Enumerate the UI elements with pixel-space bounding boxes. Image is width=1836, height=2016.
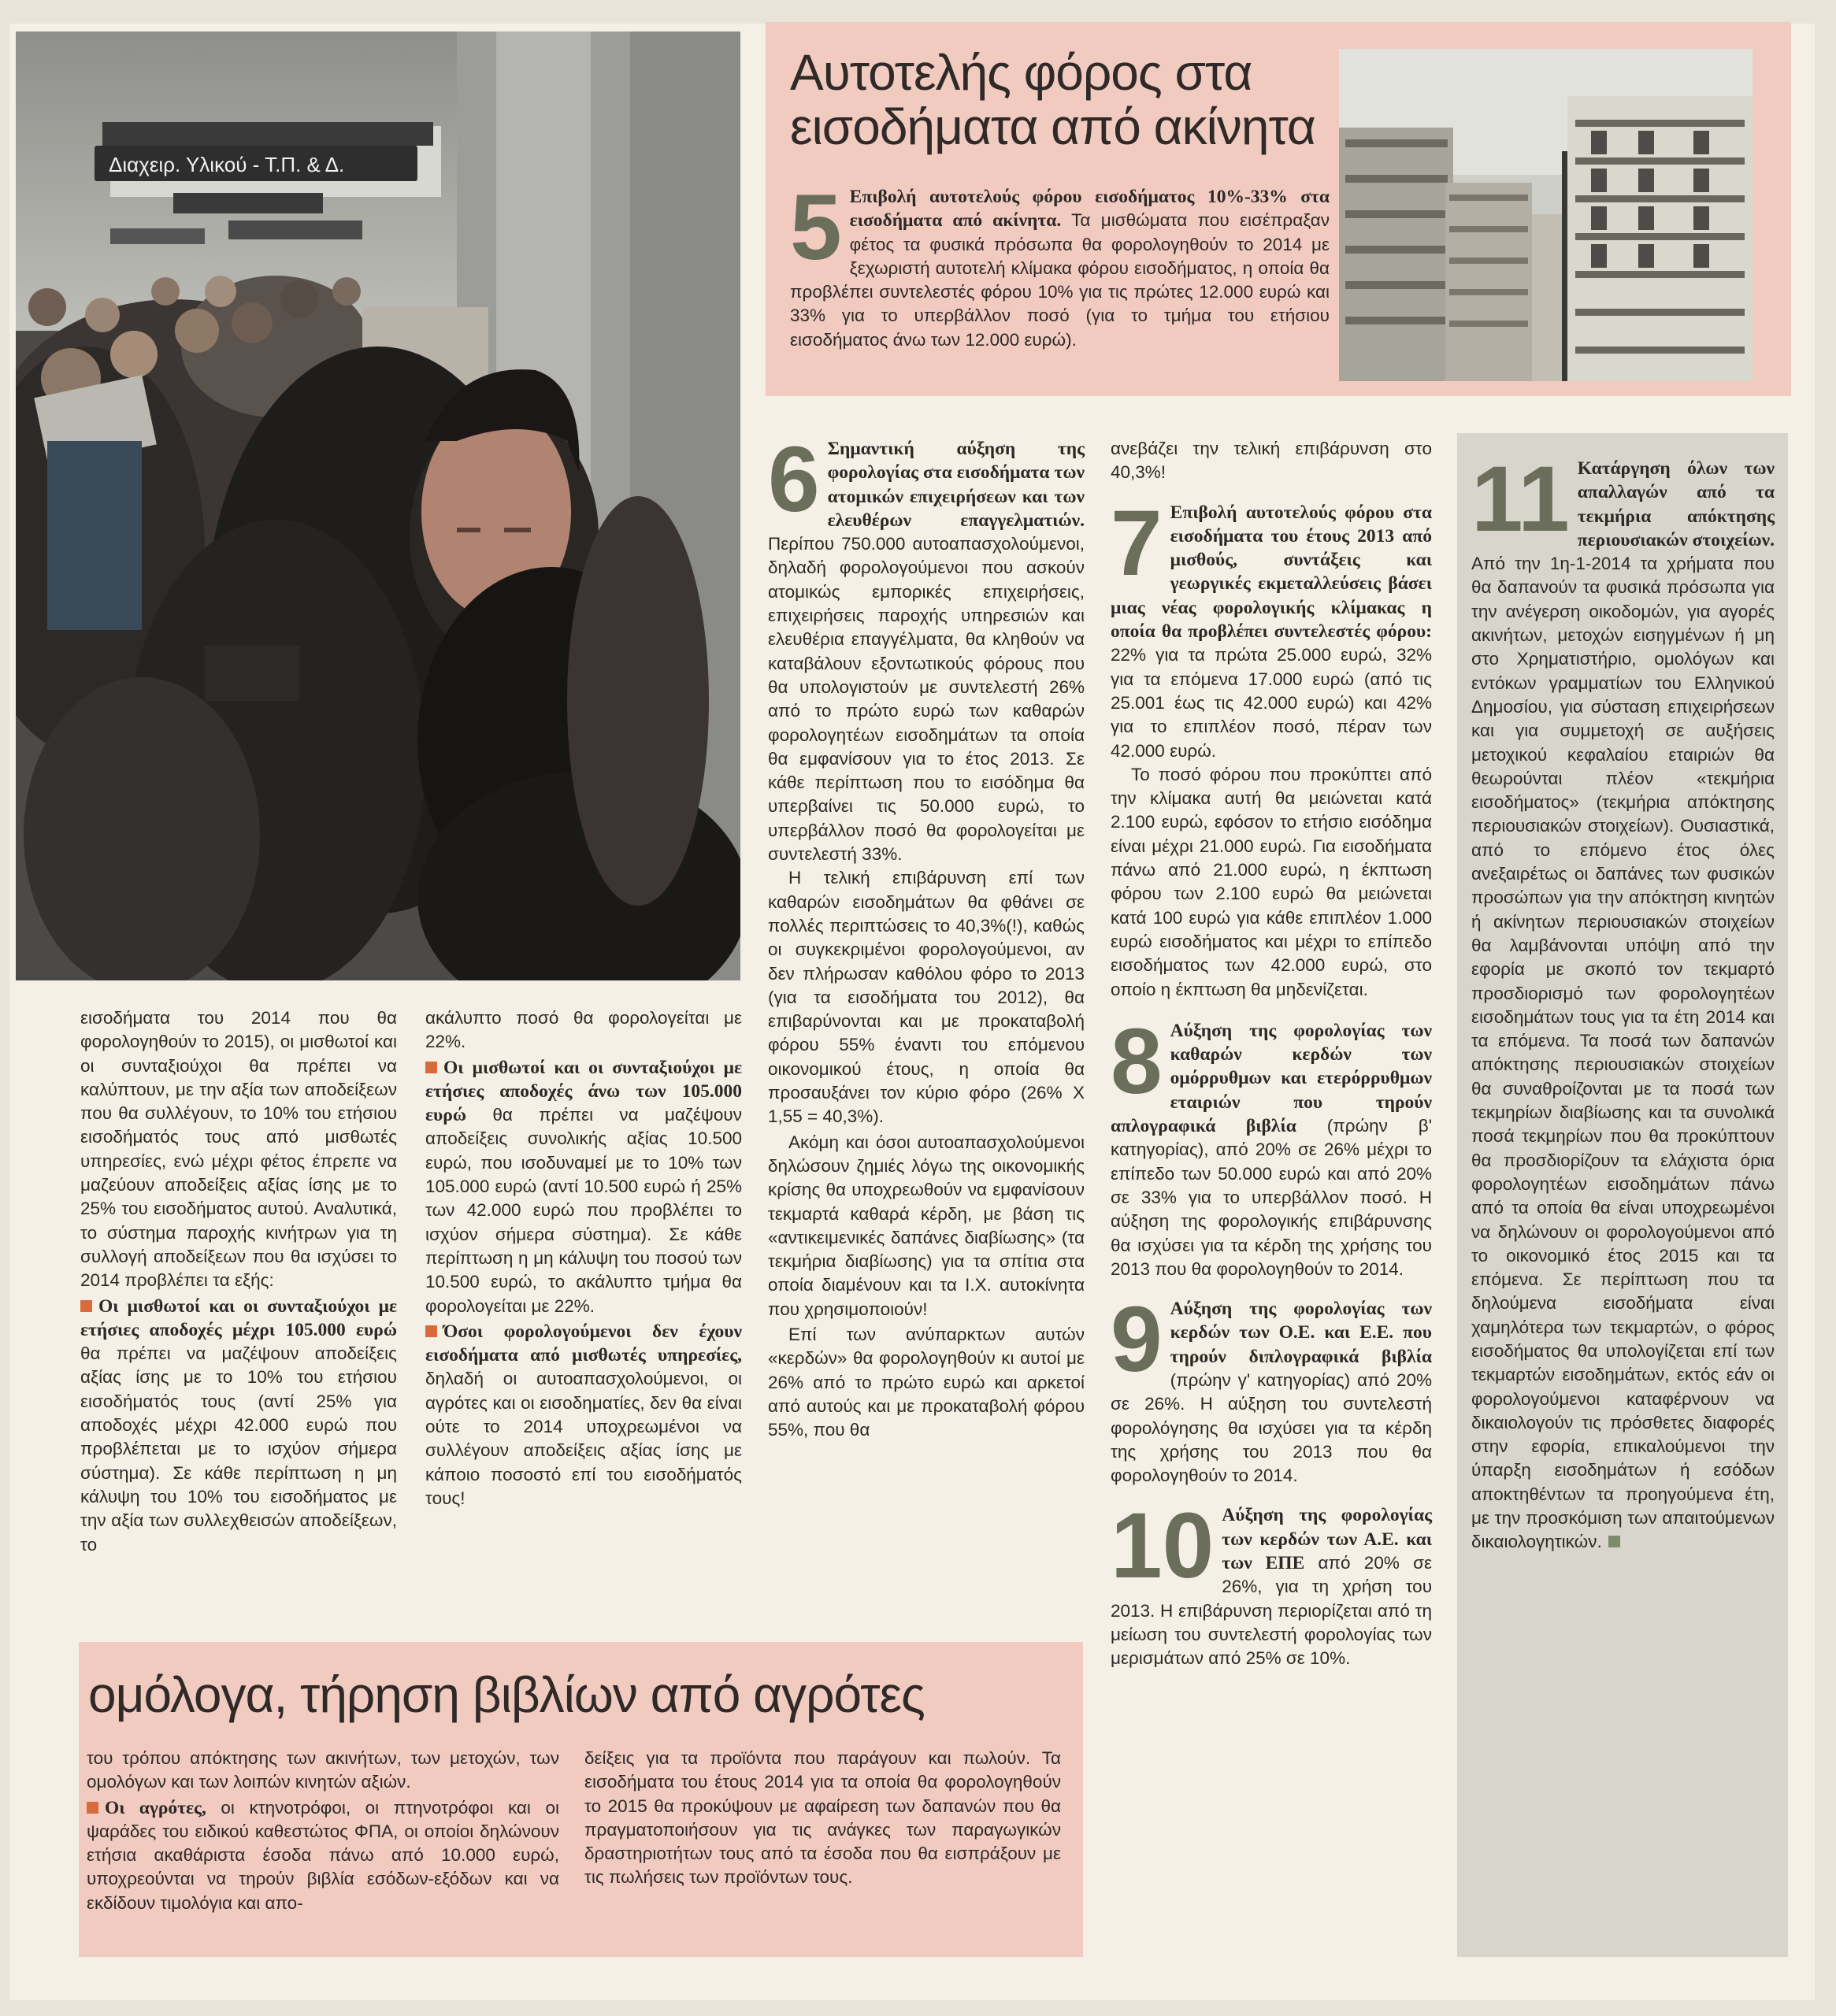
item-7-carry-over: ανεβάζει την τελική επιβάρυνση στο 40,3%! [1111, 439, 1432, 483]
item-6-number: 6 [768, 428, 820, 532]
item-11-lead: Κατάργηση όλων των απαλλαγών από τα τεκμήρια απόκτησης περιουσιακών στοιχείων. [1577, 458, 1775, 550]
item-9-body: (πρώην γ' κατηγορίας) από 20% σε 26%. Η αύξηση του συντελεστή φορολόγησης θα ισχύσει για τα κέρδη της χρήσης του 2013 που θα φορολογηθούν το 2014. [1111, 1369, 1432, 1486]
bullet-marker [425, 1062, 437, 1073]
bottom-col1-paragraph: του τρόπου απόκτησης των ακινήτων, των μετοχών, των ομολόγων και των λοιπών κινητών αξιών. [87, 1748, 559, 1792]
item-5-text [790, 176, 1330, 352]
end-mark-icon [1608, 1536, 1620, 1547]
bullet-3-lead: Όσοι φορολογούμενοι δεν έχουν εισοδήματα από μισθωτές υπηρεσίες, [425, 1321, 742, 1366]
bottom-column-2 [584, 1747, 1061, 1892]
item-11-body: Από την 1η-1-2014 τα χρήματα που θα δαπανούν τα φυσικά πρόσωπα για την ανέγερση οικοδομών, για αγορές ακινήτων, μετοχών εισηγμένων ή μη στο Χρηματιστήριο, ομολόγων και εντόκων γραμματίων του Ελληνικού Δημοσίου, για σύσταση επιχειρήσεων και για συμμετοχή σε αυξήσεις μετοχικού κεφαλαίου εταιριών θα θεωρούνται πλέον «τεκμήρια εισοδήματος» (τεκμήρια απόκτησης περιουσιακών στοιχείων). Ουσιαστικά, από το επόμενο έτος όλες ανεξαιρέτως οι δαπάνες των φυσικών προσώπων για την απόκτηση κινητών ή ακίνητων περιουσιακών στοιχείων θα λαμβάνονται υπόψη από την εφορία με σκοπό τον τεκμαρτό προσδιορισμό των φορολογητέων εισοδημάτων τους για τα έτη 2014 και τα επόμενα. Τα ποσά των δαπανών απόκτησης περιουσιακών στοιχείων θα συναθροίζονται με τα ποσά των τεκμηρίων διαβίωσης και τα συνολικά ποσά τεκμηρίων που θα προκύπτουν θα προσδιορίζουν τα ελάχιστα όρια φορολογητέων εισοδημάτων πάνω από τα οποία θα είναι υποχρεωμένοι να δηλώνουν οι φορολογούμενοι από το οικονομικό έτος 2015 και τα επόμενα. Σε περίπτωση που τα δηλούμενα εισοδήματα είναι χαμηλότερα των τεκμαρτών, ο φόρος εισοδήματος θα υπολογίζεται επί των τεκμαρτών εισοδημάτων, εκτός εάν οι φορολογούμενοι καταφέρνουν να δικαιολογούν τις πρόσθετες διαφορές στην εφορία, επικαλούμενοι την ύπαρξη εισοδημάτων ή εσόδων αποκτηθέντων τα προηγούμενα έτη, με την προσκόμιση των απαιτούμενων δικαιολογητικών. [1471, 554, 1775, 1552]
item-10-body: από 20% σε 26%, για τη χρήση του 2013. Η επιβάρυνση περιορίζεται από τη μείωση του συντελεστή φορολογίας των μερισμάτων από 25% σε 10%. [1111, 1553, 1432, 1669]
item-5-lead: Επιβολή αυτοτελούς φόρου εισοδήματος 10%-33% στα εισοδήματα από ακίνητα. [849, 187, 1330, 232]
items-7-10-column [1111, 437, 1432, 1671]
item-6-body-3: Ακόμη και όσοι αυτοαπασχολούμενοι δηλώσουν ζημιές λόγω της οικονομικής κρίσης θα υποχρεωθούν να εμφανίσουν τεκμαρτά καθαρά κέρδη, με βάση τις «αντικειμενικές δαπάνες διαβίωσης» (τα τεκμήρια διαβίωσης) για τα σπίτια στα οποία διαμένουν και τα Ι.Χ. αυτοκίνητα που χρησιμοποιούν! [768, 1132, 1085, 1319]
bullet-3-body: δηλαδή οι αυτοαπασχολούμενοι, οι αγρότες και οι εισοδηματίες, δεν θα είναι ούτε το 2014 υποχρεωμένοι να συλλέγουν αποδείξεις αξίας ίσης με κάποιο ποσοστό επί του εισοδήματός τους! [425, 1369, 742, 1508]
bullet-marker [425, 1325, 437, 1337]
item-7-lead: Επιβολή αυτοτελούς φόρου στα εισοδήματα του έτους 2013 από μισθούς, συντάξεις και γεωργικές εκμεταλλεύσεις βάσει μιας νέας φορολογικής κλίμακας η οποία θα προβλέπει συντελεστές φόρου: [1111, 502, 1432, 643]
bullet-marker [80, 1300, 92, 1312]
left-column-2 [425, 1006, 742, 1512]
bottom-headline: ομόλογα, τήρηση βιβλίων από αγρότες [88, 1666, 925, 1723]
item-8-lead: Αύξηση της φορολογίας των καθαρών κερδών των ομόρρυθμων και ετερόρρυθμων εταιριών που τηρούν απλογραφικά βιβλία [1111, 1020, 1432, 1137]
item-9-number: 9 [1111, 1288, 1163, 1392]
bottom-col2-paragraph: δείξεις για τα προϊόντα που παράγουν και πωλούν. Τα εισοδήματα του έτους 2014 για τα οποία θα φορολογηθούν το 2015 θα προκύψουν με αφαίρεση των δαπανών που θα πραγματοποιήσουν για τις ανάγκες των παραγωγικών δραστηριοτήτων τους από τα έσοδα που θα εισπράξουν με τις πωλήσεις των προϊόντων τους. [584, 1748, 1061, 1888]
item-7-number: 7 [1111, 491, 1163, 595]
item-8-body: (πρώην β' κατηγορίας), από 20% σε 26% μέχρι το επίπεδο των 50.000 ευρώ και από 20% σε 33% για το υπερβάλλον ποσό. Η αύξηση της φορολογικής επιβάρυνσης θα ισχύσει για τα κέρδη της χρήσης του 2013 που θα φορολογηθούν το 2014. [1111, 1116, 1432, 1279]
left-col2-paragraph: ακάλυπτο ποσό θα φορολογείται με 22%. [425, 1008, 742, 1052]
left-col1-paragraph: εισοδήματα του 2014 που θα φορολογηθούν το 2015), οι μισθωτοί και οι συνταξιούχοι θα πρέπει να καλύπτουν, με την αξία των αποδείξεων που θα συλλέγουν, το 10% του ετήσιου εισοδήματός τους από μισθωτές υπηρεσίες, ενώ μέχρι φέτος έπρεπε να μαζεύουν αποδείξεις αξίας ίσης με το 25% του εισοδήματος αυτού. Αναλυτικά, το σύστημα παροχής κινήτρων για τη συλλογή αποδείξεων που θα ισχύσει το 2014 προβλέπει τα εξής: [80, 1008, 397, 1291]
item-6-body-1: Περίπου 750.000 αυτοαπασχολούμενοι, δηλαδή φορολογούμενοι που ασκούν ατομικώς εμπορικές επιχειρήσεις, επιχειρήσεις παροχής υπηρεσιών και ελευθέρια επαγγέλματα, θα κληθούν να καταβάλουν εξοντωτικούς φόρους που θα υπολογιστούν με συντελεστή 26% από το πρώτο ευρώ των καθαρών φορολογητέων εισοδημάτων τα οποία θα εμφανίσουν για το έτος 2013. Σε κάθε περίπτωση που το εισόδημα θα υπερβαίνει τις 50.000 ευρώ, το υπερβάλλον ποσό θα φορολογείται με συντελεστή 33%. [768, 534, 1085, 865]
bottom-bullet-body: οι κτηνοτρόφοι, οι πτηνοτρόφοι και οι ψαράδες του ειδικού καθεστώτος ΦΠΑ, οι οποίοι δηλώνουν ετήσια ακαθάριστα έσοδα πάνω από 10.000 ευρώ, υποχρεούνται να τηρούν βιβλία εσόδων-εξόδων και να εκδίδουν τιμολόγια και απο- [87, 1797, 559, 1913]
bullet-2-body: θα πρέπει να μαζέψουν αποδείξεις συνολικής αξίας 10.500 ευρώ, που ισοδυναμεί με το 10% των 105.000 ευρώ (αντί 10.500 ευρώ ή 25% των 42.000 ευρώ που προβλέπει το ισχύον σήμερα σύστημα). Σε κάθε περίπτωση η μη κάλυψη του ποσού των 10.500 ευρώ, το ακάλυπτο τμήμα θα φορολογείται με 22%. [425, 1105, 742, 1316]
item-6-body-2: Η τελική επιβάρυνση επί των καθαρών εισοδημάτων θα φθάνει σε πολλές περιπτώσεις το 40,3%(!), καθώς οι συγκεκριμένοι φορολογούμενοι, αν δεν πλήρωσαν καθόλου φόρο το 2013 (για τα εισοδήματα του 2012), θα επιβαρύνονται και με προκαταβολή φόρου 55% έναντι του επόμενου οικονομικού έτους, η οποία θα προσαυξάνει τον κύριο φόρο (26% Χ 1,55 = 40,3%). [768, 868, 1085, 1127]
item-10-lead: Αύξηση της φορολογίας των κερδών των Α.Ε. και των ΕΠΕ [1222, 1505, 1432, 1574]
item-9-lead: Αύξηση της φορολογίας των κερδών των Ο.Ε. και Ε.Ε. που τηρούν διπλογραφικά βιβλία [1170, 1299, 1432, 1367]
item-6-column [768, 428, 1085, 1443]
item-8-number: 8 [1111, 1009, 1163, 1114]
item-6-lead: Σημαντική αύξηση της φορολογίας στα εισοδήματα των ατομικών επιχειρήσεων και των ελευθέρων επαγγελματιών. [827, 439, 1085, 531]
apartment-buildings-photo [1339, 49, 1753, 381]
item-7-body-1: 22% για τα πρώτα 25.000 ευρώ, 32% για τα επόμενα 17.000 ευρώ (από τις 25.001 έως τις 42.000 ευρώ) και 42% για το επιπλέον ποσό, πέραν των 42.000 ευρώ. [1111, 645, 1432, 761]
bullet-marker [87, 1802, 98, 1814]
item-6-body-4: Επί των ανύπαρκτων αυτών «κερδών» θα φορολογηθούν κι αυτοί με 26% από το πρώτο ευρώ και αρκετοί από αυτούς και με προκαταβολή φόρου 55%, που θα [768, 1324, 1085, 1440]
bullet-1-lead: Οι μισθωτοί και οι συνταξιούχοι με ετήσιες αποδοχές μέχρι 105.000 ευρώ [80, 1295, 397, 1340]
bullet-1-body: θα πρέπει να μαζέψουν αποδείξεις αξίας ίσης με το 10% του ετήσιου εισοδήματός τους (αντί 25% για αποδοχές μέχρι 42.000 ευρώ που προβλέπεται με το ισχύον σήμερα σύστημα). Σε κάθε περίπτωση η μη κάλυψη του 10% του εισοδήματος με την αξία των συλλεχθεισών αποδείξεων, το [80, 1343, 397, 1555]
item-10-number: 10 [1111, 1494, 1215, 1599]
bottom-column-1 [87, 1747, 559, 1917]
queue-photo [16, 32, 740, 980]
bottom-bullet-lead: Οι αγρότες, [105, 1797, 206, 1818]
sign-text: Διαχειρ. Υλικού - Τ.Π. & Δ. [109, 153, 345, 176]
item-11-number: 11 [1471, 447, 1570, 551]
item-5-number: 5 [790, 176, 842, 280]
item-11-column [1471, 447, 1775, 1555]
left-column-1 [80, 1006, 397, 1558]
bullet-2-lead: Οι μισθωτοί και οι συνταξιούχοι με ετήσιες αποδοχές άνω των 105.000 ευρώ [425, 1057, 742, 1126]
item-5-headline: Αυτοτελής φόρος στα εισοδήματα από ακίνητα [790, 44, 1315, 156]
item-7-body-2: Το ποσό φόρου που προκύπτει από την κλίμακα αυτή θα μειώνεται κατά 2.100 ευρώ, εφόσον το ετήσιο εισόδημα είναι μέχρι 21.000 ευρώ. Για εισοδήματα πάνω από 21.000 ευρώ, η έκπτωση φόρου των 2.100 ευρώ θα μειώνεται κατά 100 ευρώ για κάθε επιπλέον 1.000 ευρώ εισοδήματος και μέχρι το επίπεδο εισοδήματος των 42.000 ευρώ, στο οποίο η έκπτωση θα μηδενίζεται. [1111, 764, 1432, 999]
item-5-body: Τα μισθώματα που εισέπραξαν φέτος τα φυσικά πρόσωπα θα φορολογηθούν το 2014 με ξεχωριστή αυτοτελή κλίμακα φόρου εισοδήματος, η οποία θα προβλέπει συντελεστές φόρου 10% για τις πρώτες 12.000 ευρώ και 33% για το υπερβάλλον ποσό (για το τμήμα του ετήσιου εισοδήματος άνω των 12.000 ευρώ). [790, 210, 1330, 350]
